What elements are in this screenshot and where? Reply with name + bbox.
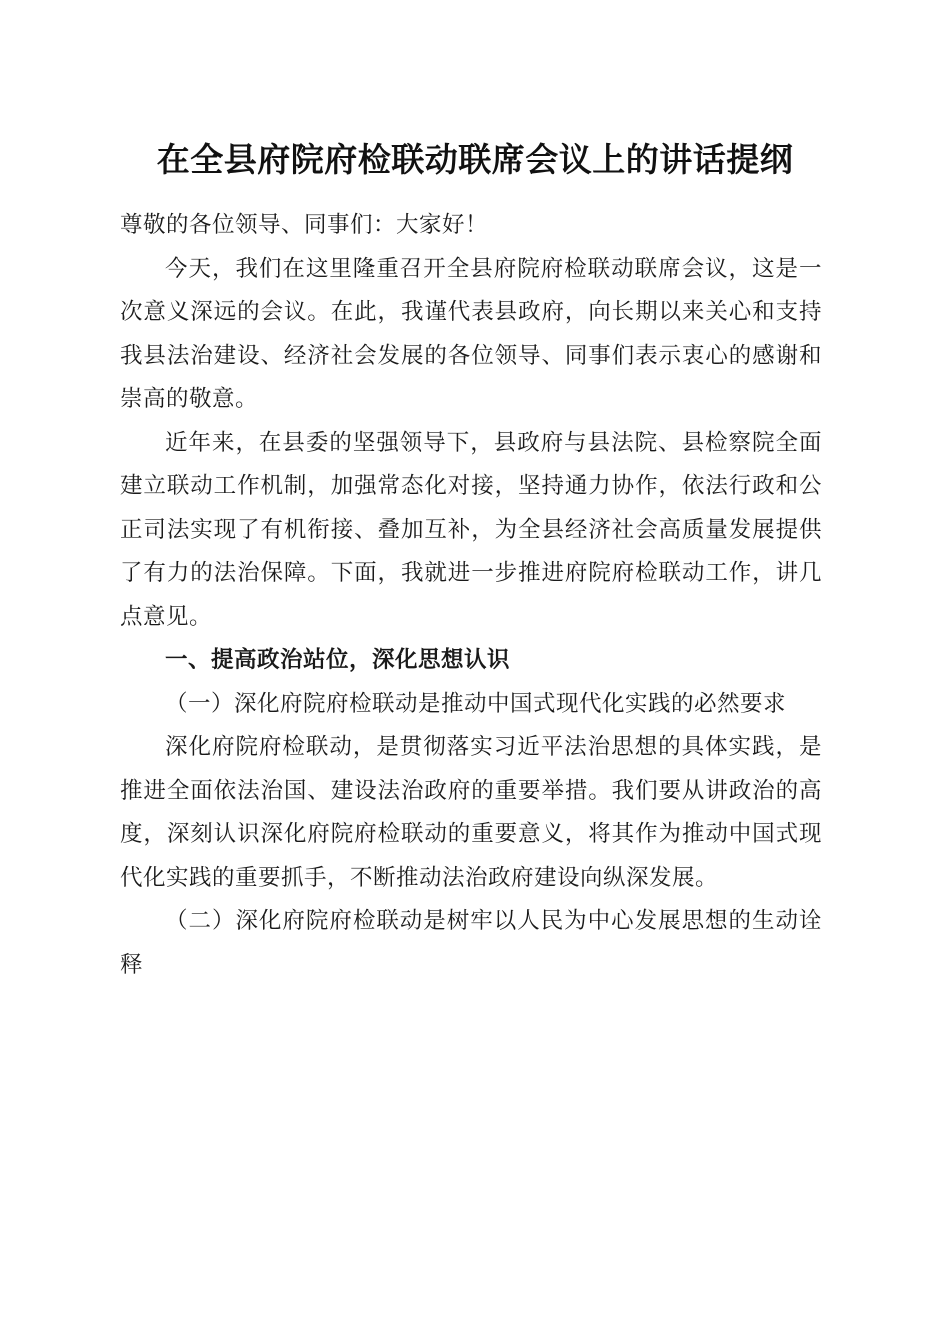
subsection-text-1: 深化府院府检联动，是贯彻落实习近平法治思想的具体实践，是推进全面依法治国、建设法治政府的重要举措。我们要从讲政治的高度，深刻认识深化府院府检联动的重要意义，将其作为推动中国式现代化实践的重要抓手，不断推动法治政府建设向纵深发展。 xyxy=(120,734,822,891)
section-heading-1: 一、提高政治站位，深化思想认识 xyxy=(165,647,511,673)
document-title: 在全县府院府检联动联席会议上的讲话提纲 xyxy=(156,140,794,179)
subsection-heading-1: （一）深化府院府检联动是推动中国式现代化实践的必然要求 xyxy=(165,690,787,717)
paragraph-opening: 今天，我们在这里隆重召开全县府院府检联动联席会议，这是一次意义深远的会议。在此，我谨代表县政府，向长期以来关心和支持我县法治建设、经济社会发展的各位领导、同事们表示衷心的感谢和崇高的敬意。 xyxy=(120,255,822,412)
subsection-heading-2: （二）深化府院府检联动是树牢以人民为中心发展思想的生动诠释 xyxy=(120,908,822,978)
paragraph-background: 近年来，在县委的坚强领导下，县政府与县法院、县检察院全面建立联动工作机制，加强常态化对接，坚持通力协作，依法行政和公正司法实现了有机衔接、叠加互补，为全县经济社会高质量发展提供了有力的法治保障。下面，我就进一步推进府院府检联动工作，讲几点意见。 xyxy=(120,429,822,630)
document-body xyxy=(120,204,822,987)
salutation: 尊敬的各位领导、同事们：大家好！ xyxy=(120,212,489,238)
